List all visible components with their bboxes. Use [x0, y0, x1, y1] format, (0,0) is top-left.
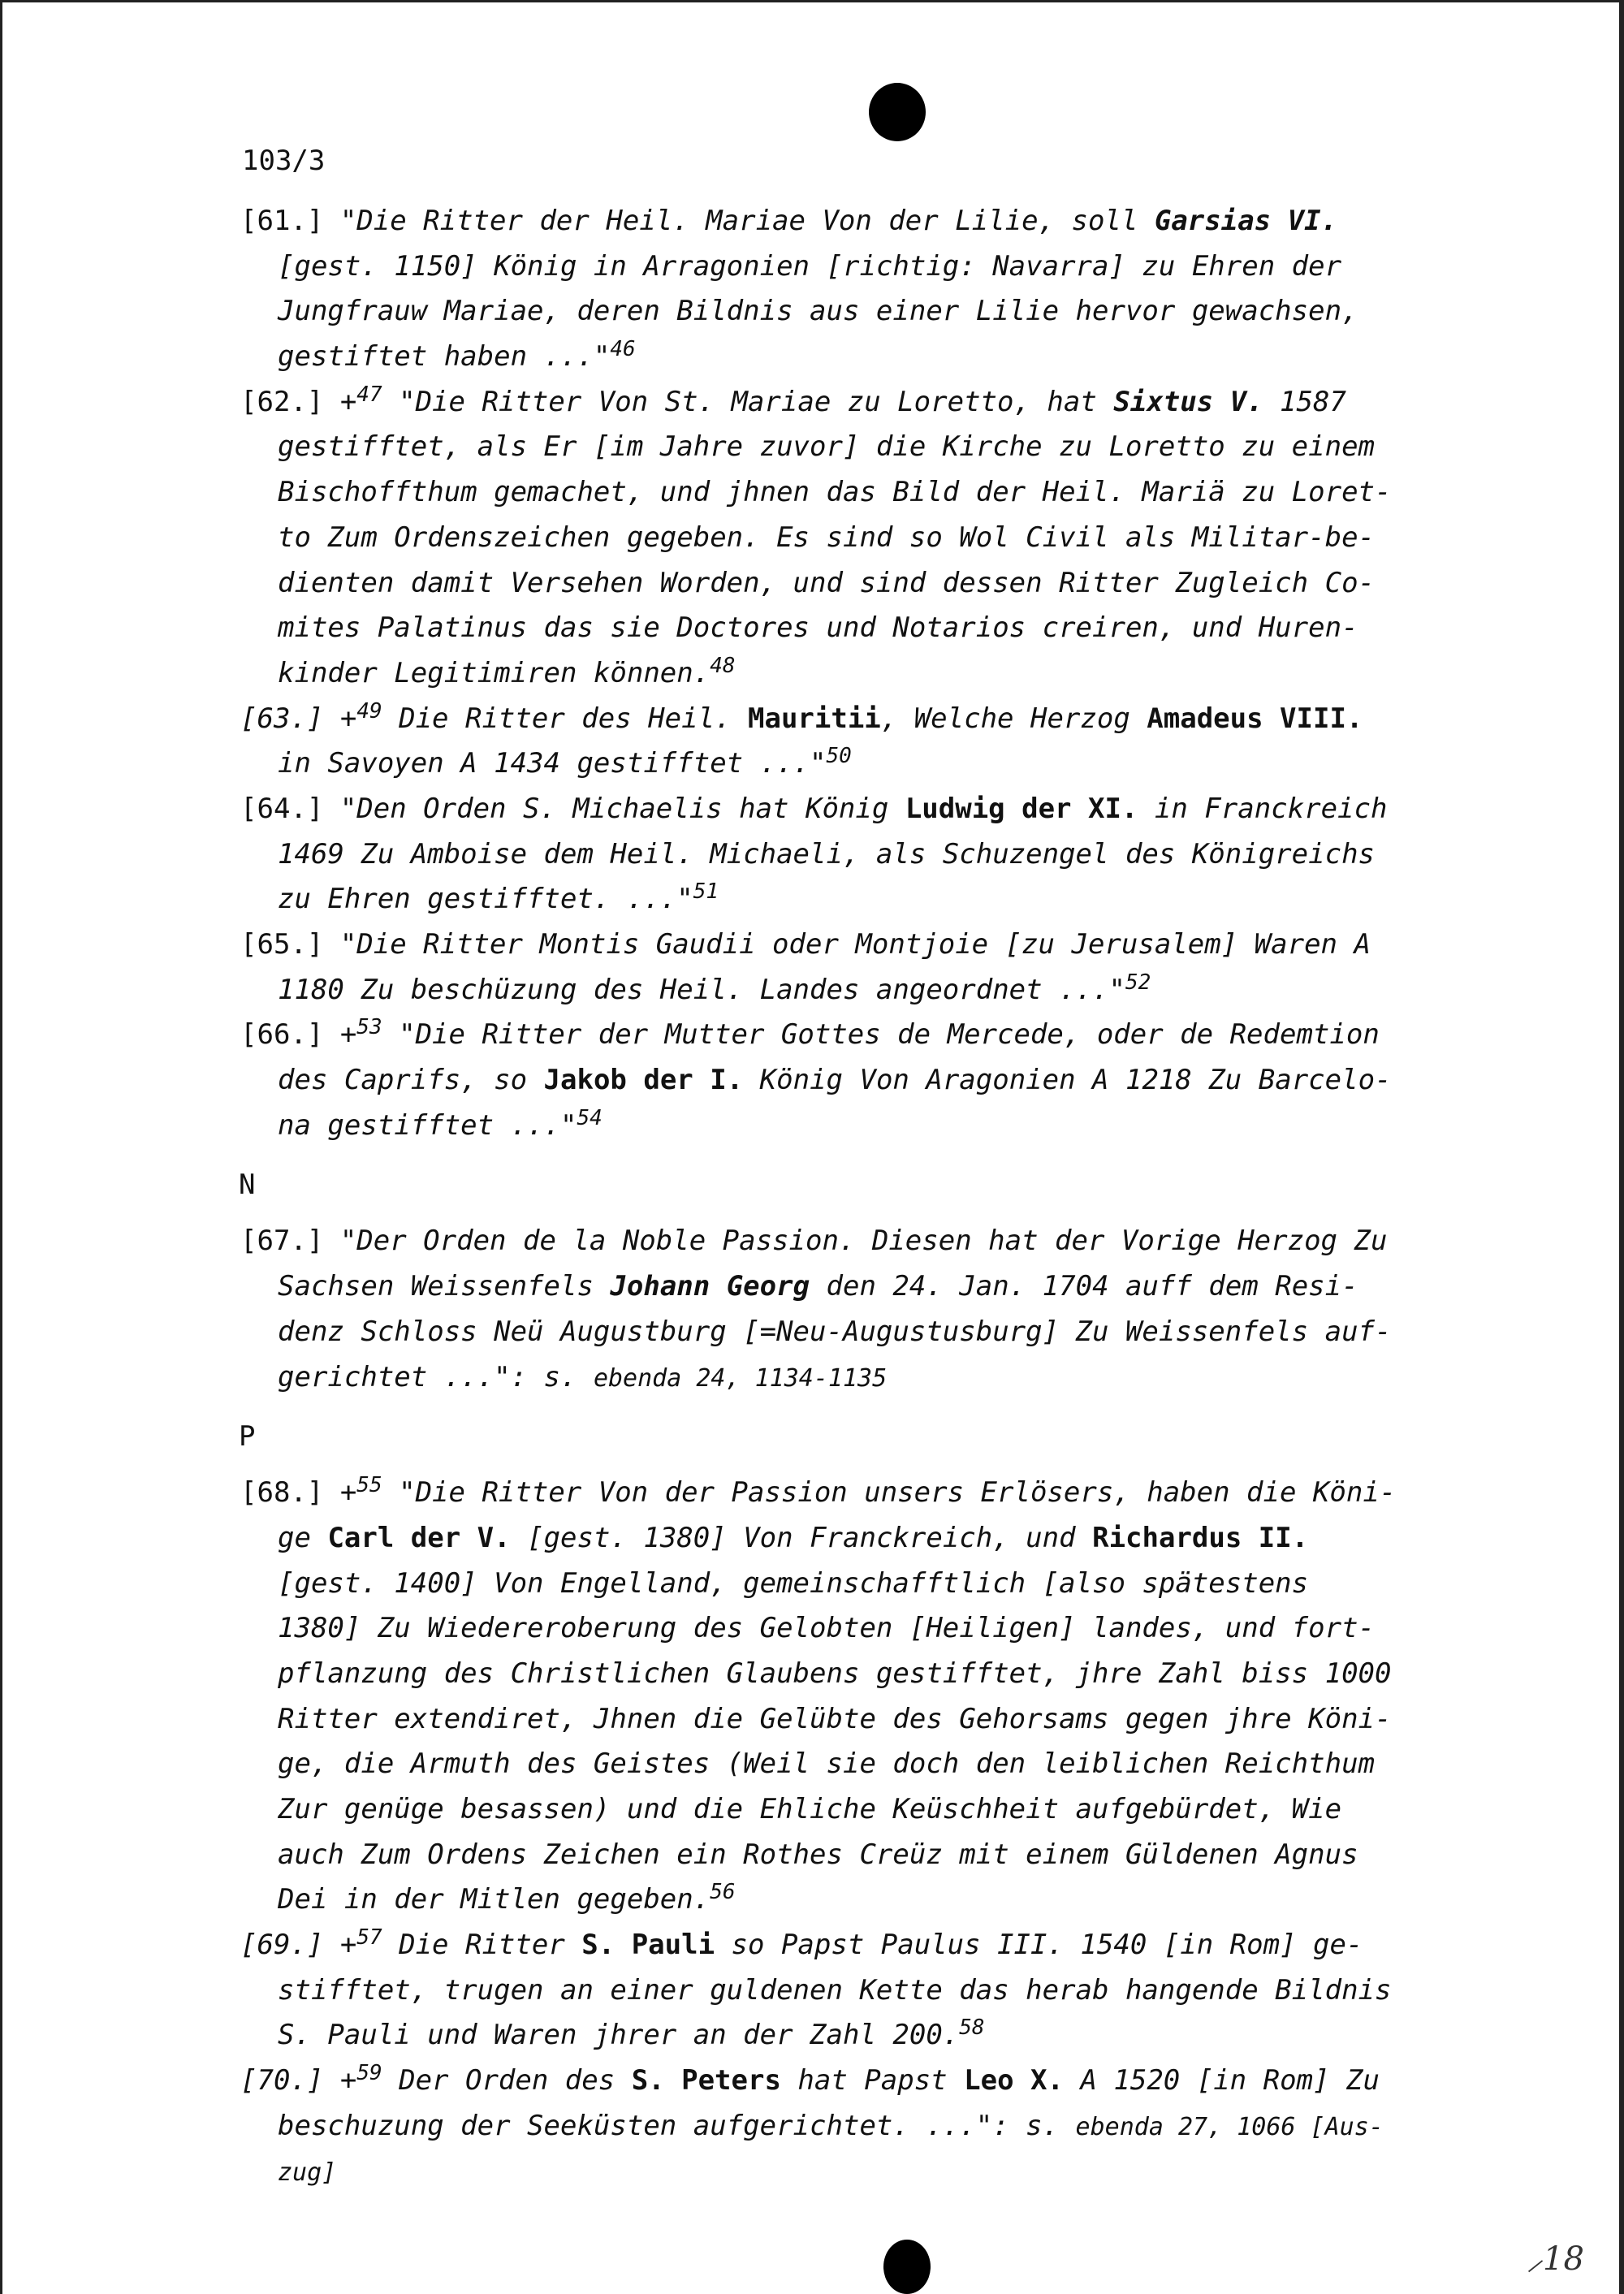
entry-line: Dei in der Mitlen gegeben.$^{56}$ — [278, 1880, 736, 1916]
entry-line: [63.] +$^{49}$ Die Ritter des Heil. Mauritii, Welche Herzog Amadeus VIII. — [240, 698, 1363, 735]
entry-line: to Zum Ordenszeichen gegeben. Es sind so Wol Civil als Militar-be- — [278, 521, 1376, 554]
entry-line: [68.] +$^{55}$ "Die Ritter Von der Passion unsers Erlösers, haben die Köni- — [240, 1473, 1397, 1510]
entry-line: 1469 Zu Amboise dem Heil. Michaeli, als Schuzengel des Königreichs — [278, 837, 1376, 871]
entry-line: des Caprifs, so Jakob der I. König Von Aragonien A 1218 Zu Barcelo- — [278, 1064, 1392, 1097]
entry-line: gestifftet, als Er [im Jahre zuvor] die Kirche zu Loretto zu einem — [278, 430, 1376, 464]
entry-line: [62.] +$^{47}$ "Die Ritter Von St. Mariae zu Loretto, hat Sixtus V. 1587 — [240, 382, 1346, 418]
entry-line: [gest. 1400] Von Engelland, gemeinschafftlich [also spätestens — [278, 1566, 1309, 1600]
order-entry — [240, 1219, 1483, 1400]
punch-hole-top — [869, 83, 926, 141]
scan-border-right — [1619, 0, 1624, 2294]
entry-line: kinder Legitimiren können.$^{48}$ — [278, 653, 736, 689]
entry-line: [70.] +$^{59}$ Der Orden des S. Peters hat Papst Leo X. A 1520 [in Rom] Zu — [240, 2061, 1380, 2097]
entry-line: pflanzung des Christlichen Glaubens gestifftet, jhre Zahl biss 1000 — [278, 1657, 1392, 1690]
order-entry — [240, 922, 1483, 1013]
entry-line: Bischoffthum gemachet, und jhnen das Bild der Heil. Mariä zu Loret- — [278, 476, 1392, 509]
entry-line: Jungfrauw Mariae, deren Bildnis aus einer Lilie hervor gewachsen, — [278, 295, 1358, 328]
entry-line: [67.] "Der Orden de la Noble Passion. Diesen hat der Vorige Herzog Zu — [240, 1225, 1388, 1258]
entry-line: [gest. 1150] König in Arragonien [richtig: Navarra] zu Ehren der — [278, 249, 1342, 283]
punch-hole-bottom — [883, 2240, 931, 2294]
entry-line: 1380] Zu Wiedereroberung des Gelobten [Heiligen] landes, und fort- — [278, 1612, 1376, 1645]
entry-line: auch Zum Ordens Zeichen ein Rothes Creüz mit einem Güldenen Agnus — [278, 1838, 1358, 1871]
order-entry — [240, 787, 1483, 922]
entry-line: [61.] "Die Ritter der Heil. Mariae Von der Lilie, soll Garsias VI. — [240, 205, 1338, 237]
entry-line: gerichtet ...": s. ebenda 24, 1134-1135 — [278, 1360, 888, 1393]
entry-line: beschuzung der Seeküsten aufgerichtet. ...": s. ebenda 27, 1066 [Aus- — [278, 2109, 1384, 2142]
entry-line: ge, die Armuth des Geistes (Weil sie doch den leiblichen Reichthum — [278, 1748, 1376, 1781]
order-entry — [240, 199, 1483, 380]
entry-line: na gestifftet ..."$^{54}$ — [278, 1105, 603, 1142]
page-number: 103/3 — [242, 145, 326, 177]
order-entry — [240, 697, 1483, 787]
entry-line: [64.] "Den Orden S. Michaelis hat König Ludwig der XI. in Franckreich — [240, 792, 1388, 825]
entry-line: [65.] "Die Ritter Montis Gaudii oder Montjoie [zu Jerusalem] Waren A — [240, 928, 1371, 961]
entry-line: Zur genüge besassen) und die Ehliche Keüschheit aufgebürdet, Wie — [278, 1793, 1342, 1825]
entry-line: gestiftet haben ..."$^{46}$ — [278, 337, 636, 374]
order-entry — [240, 1471, 1483, 1923]
entry-line: Sachsen Weissenfels Johann Georg den 24. Jan. 1704 auff dem Resi- — [278, 1270, 1358, 1303]
scan-border-left — [0, 0, 2, 2294]
entry-line: S. Pauli und Waren jhrer an der Zahl 200.58 — [278, 2015, 985, 2052]
entry-line: ge Carl der V. [gest. 1380] Von Franckreich, und Richardus II. — [278, 1521, 1309, 1554]
order-entry — [240, 1923, 1483, 2059]
handwritten-folio-number: ⸝18 — [1527, 2240, 1584, 2278]
entry-line: zu Ehren gestifftet. ..."$^{51}$ — [278, 879, 719, 916]
entry-line: in Savoyen A 1434 gestifftet ..."$^{50}$ — [278, 744, 852, 780]
section-letter: N — [239, 1169, 256, 1202]
entry-line: [69.] +$^{57}$ Die Ritter S. Pauli so Papst Paulus III. 1540 [in Rom] ge- — [240, 1925, 1363, 1962]
entry-line: [66.] +$^{53}$ "Die Ritter der Mutter Gottes de Mercede, oder de Redemtion — [240, 1015, 1380, 1052]
order-entry — [240, 1013, 1483, 1148]
entry-line: zug] — [278, 2158, 337, 2187]
entry-line: stifftet, trugen an einer guldenen Kette das herab hangende Bildnis — [278, 1973, 1392, 2007]
entry-line: 1180 Zu beschüzung des Heil. Landes angeordnet ..."$^{52}$ — [278, 970, 1151, 1006]
order-entry — [240, 380, 1483, 697]
scan-border-top — [0, 0, 1624, 2]
entry-line: Ritter extendiret, Jhnen die Gelübte des Gehorsams gegen jhre Köni- — [278, 1702, 1392, 1735]
entry-line: dienten damit Versehen Worden, und sind dessen Ritter Zugleich Co- — [278, 566, 1376, 599]
order-entry — [240, 2059, 1483, 2194]
entry-line: denz Schloss Neü Augustburg [=Neu-Augustusburg] Zu Weissenfels auf- — [278, 1315, 1392, 1348]
entry-line: mites Palatinus das sie Doctores und Notarios creiren, und Huren- — [278, 611, 1358, 645]
entries-list — [240, 199, 1483, 2194]
section-letter: P — [239, 1420, 256, 1454]
